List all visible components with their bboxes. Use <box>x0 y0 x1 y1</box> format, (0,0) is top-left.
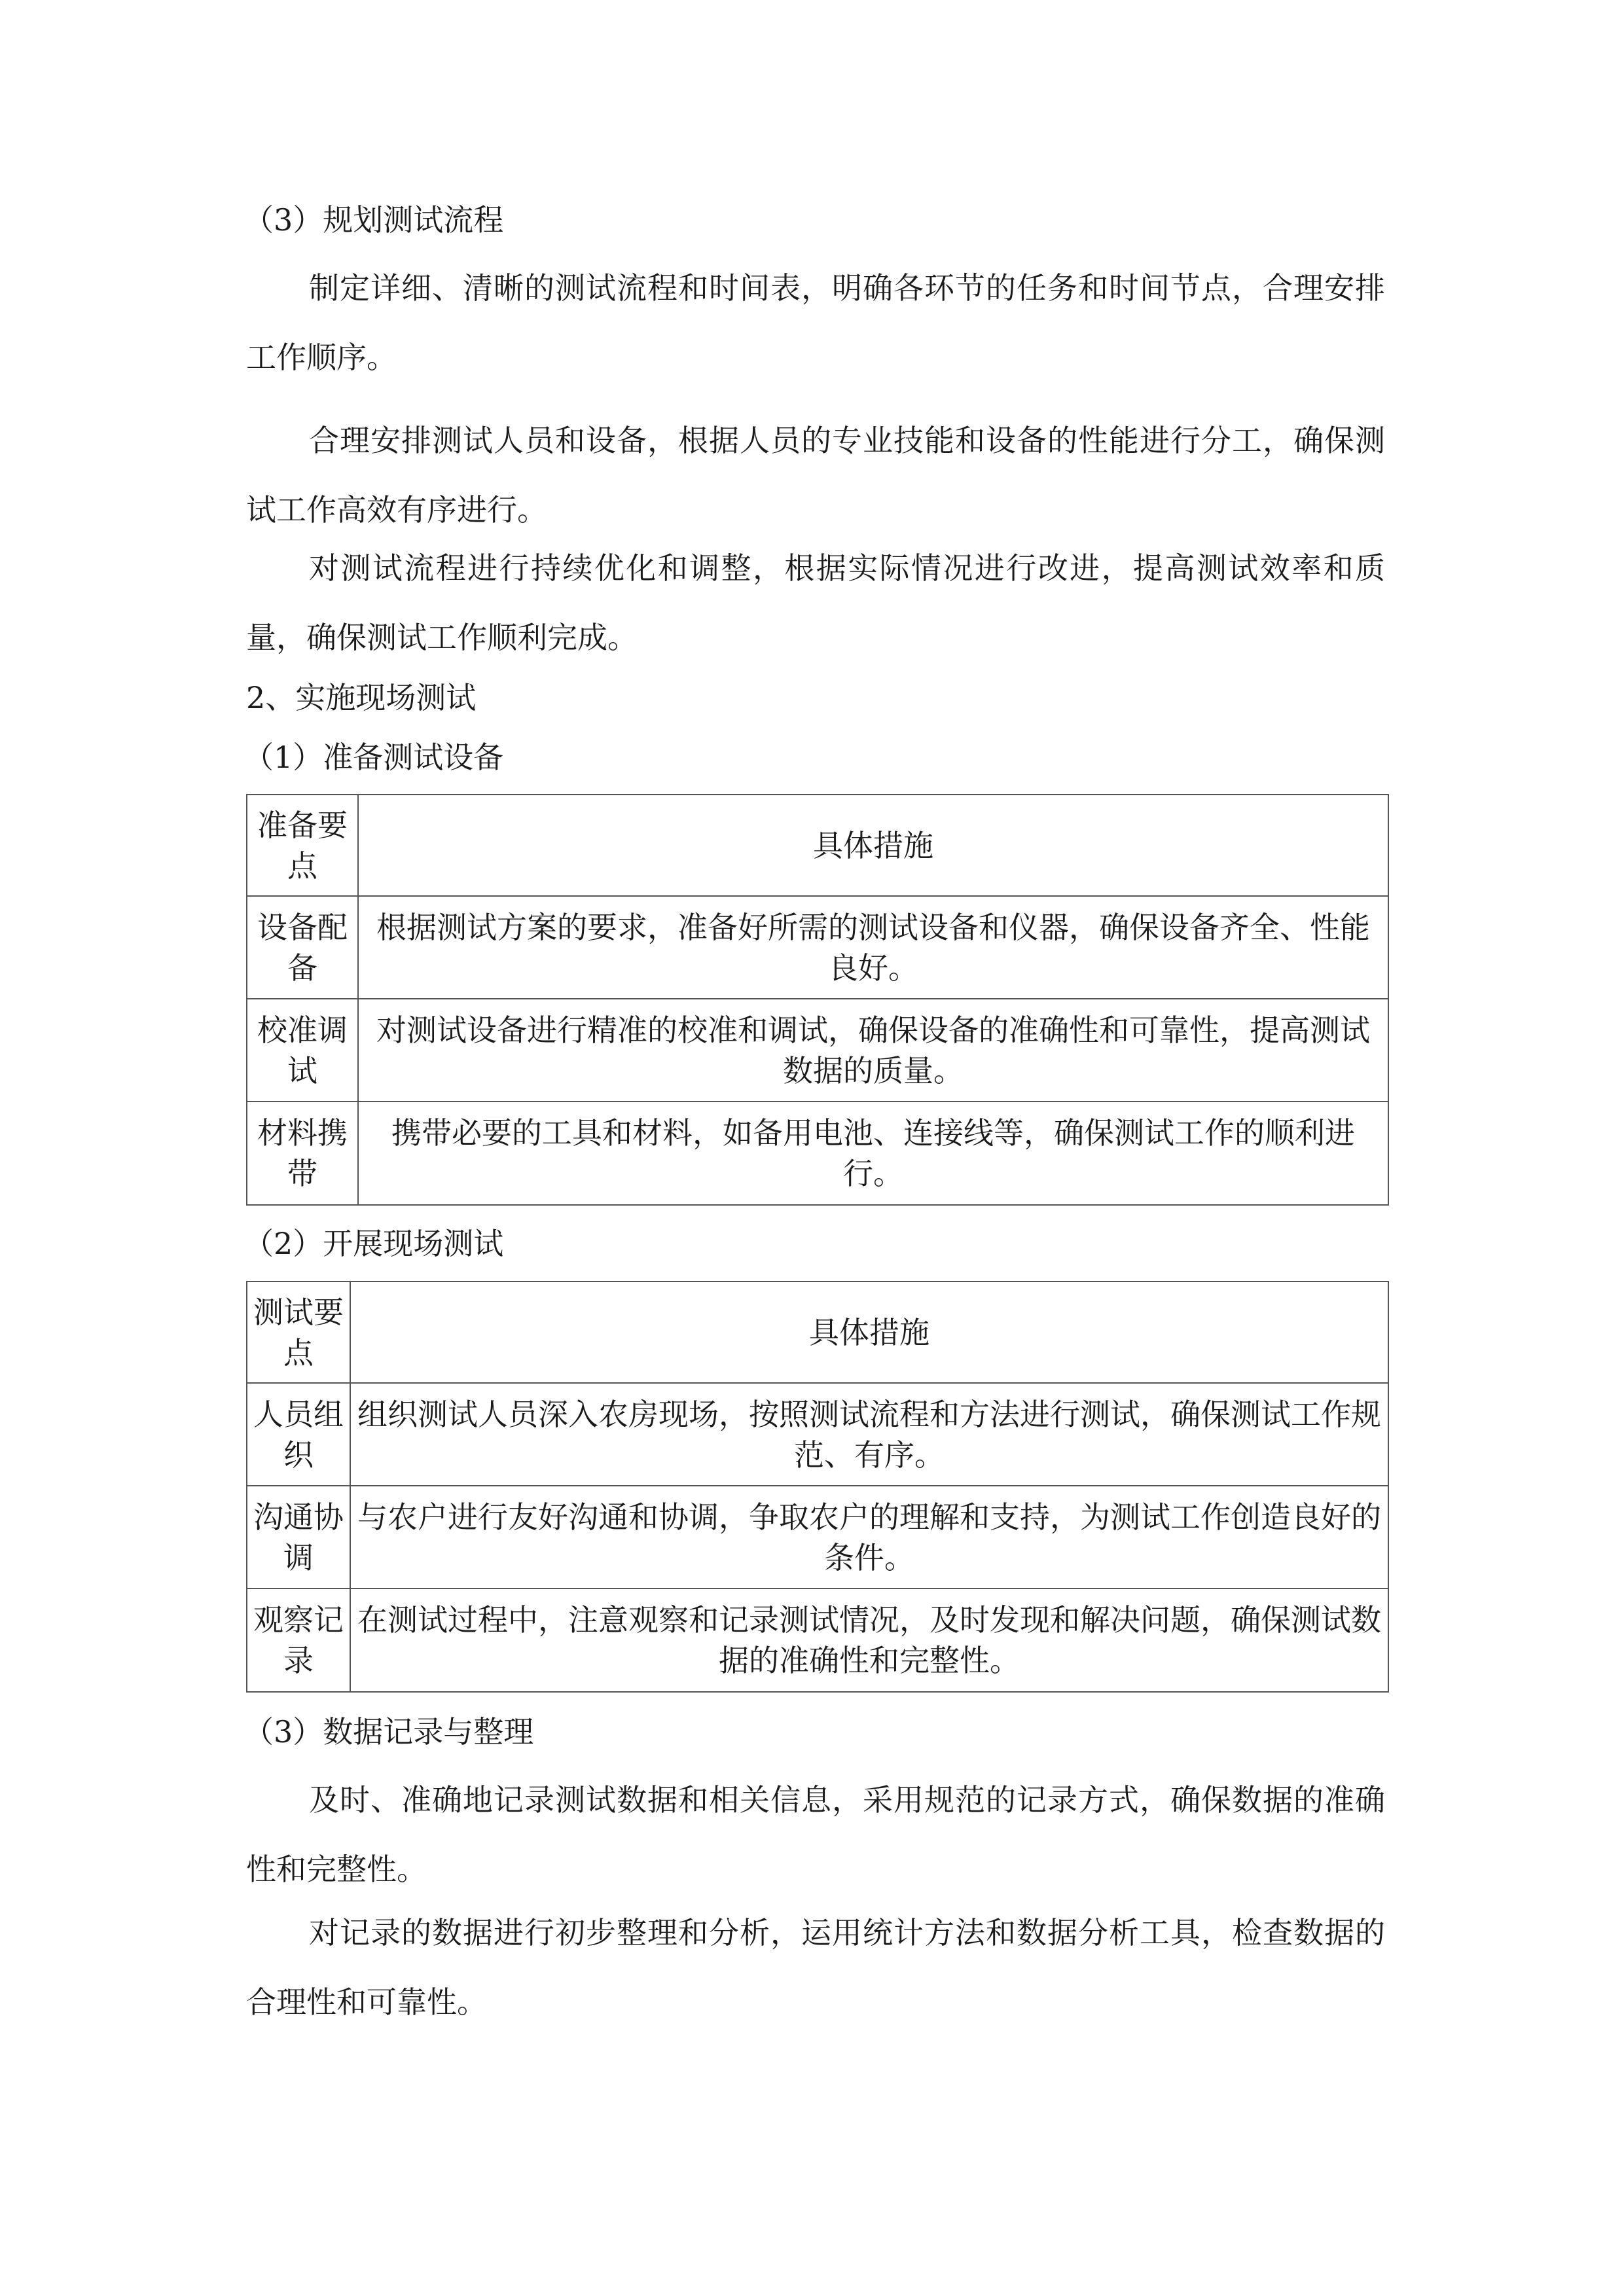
table-cell-key: 材料携带 <box>247 1102 358 1205</box>
paragraph: 及时、准确地记录测试数据和相关信息，采用规范的记录方式，确保数据的准确性和完整性。 <box>246 1782 1385 1887</box>
paragraph: 合理安排测试人员和设备，根据人员的专业技能和设备的性能进行分工，确保测试工作高效有序进行。 <box>246 423 1385 528</box>
table-header-cell: 具体措施 <box>358 795 1388 896</box>
table-row <box>247 1383 1388 1486</box>
table-cell-measure: 组织测试人员深入农房现场，按照测试流程和方法进行测试，确保测试工作规范、有序。 <box>350 1383 1388 1486</box>
table-header-row <box>247 1282 1388 1383</box>
prepare-equipment-table <box>246 794 1389 1206</box>
table-cell-measure: 与农户进行友好沟通和协调，争取农户的理解和支持，为测试工作创造良好的条件。 <box>350 1486 1388 1588</box>
table-cell-measure: 携带必要的工具和材料，如备用电池、连接线等，确保测试工作的顺利进行。 <box>358 1102 1388 1205</box>
section-heading-plan-test-process: （3）规划测试流程 <box>244 202 504 238</box>
section-heading-onsite-test: 2、实施现场测试 <box>246 680 477 715</box>
paragraph: 对测试流程进行持续优化和调整，根据实际情况进行改进，提高测试效率和质量，确保测试工作顺利完成。 <box>246 550 1385 655</box>
table-row <box>247 1588 1388 1692</box>
table-cell-key: 观察记录 <box>247 1588 350 1692</box>
subsection-heading-prepare-equipment: （1）准备测试设备 <box>244 740 504 775</box>
table-row <box>247 1102 1388 1205</box>
table-row <box>247 896 1388 999</box>
table-row <box>247 1486 1388 1588</box>
subsection-heading-data-recording: （3）数据记录与整理 <box>244 1714 534 1749</box>
table-cell-measure: 在测试过程中，注意观察和记录测试情况，及时发现和解决问题，确保测试数据的准确性和完整性。 <box>350 1588 1388 1692</box>
table-header-cell: 具体措施 <box>350 1282 1388 1383</box>
table-cell-key: 设备配备 <box>247 896 358 999</box>
conduct-test-table <box>246 1281 1389 1693</box>
table-cell-measure: 对测试设备进行精准的校准和调试，确保设备的准确性和可靠性，提高测试数据的质量。 <box>358 999 1388 1102</box>
subsection-heading-conduct-test: （2）开展现场测试 <box>244 1226 504 1261</box>
table-cell-key: 校准调试 <box>247 999 358 1102</box>
table-cell-key: 沟通协调 <box>247 1486 350 1588</box>
table-cell-measure: 根据测试方案的要求，准备好所需的测试设备和仪器，确保设备齐全、性能良好。 <box>358 896 1388 999</box>
table-header-row <box>247 795 1388 896</box>
paragraph: 对记录的数据进行初步整理和分析，运用统计方法和数据分析工具，检查数据的合理性和可靠性。 <box>246 1915 1385 2020</box>
paragraph: 制定详细、清晰的测试流程和时间表，明确各环节的任务和时间节点，合理安排工作顺序。 <box>246 270 1385 375</box>
table-row <box>247 999 1388 1102</box>
table-header-cell: 准备要点 <box>247 795 358 896</box>
table-header-cell: 测试要点 <box>247 1282 350 1383</box>
table-cell-key: 人员组织 <box>247 1383 350 1486</box>
